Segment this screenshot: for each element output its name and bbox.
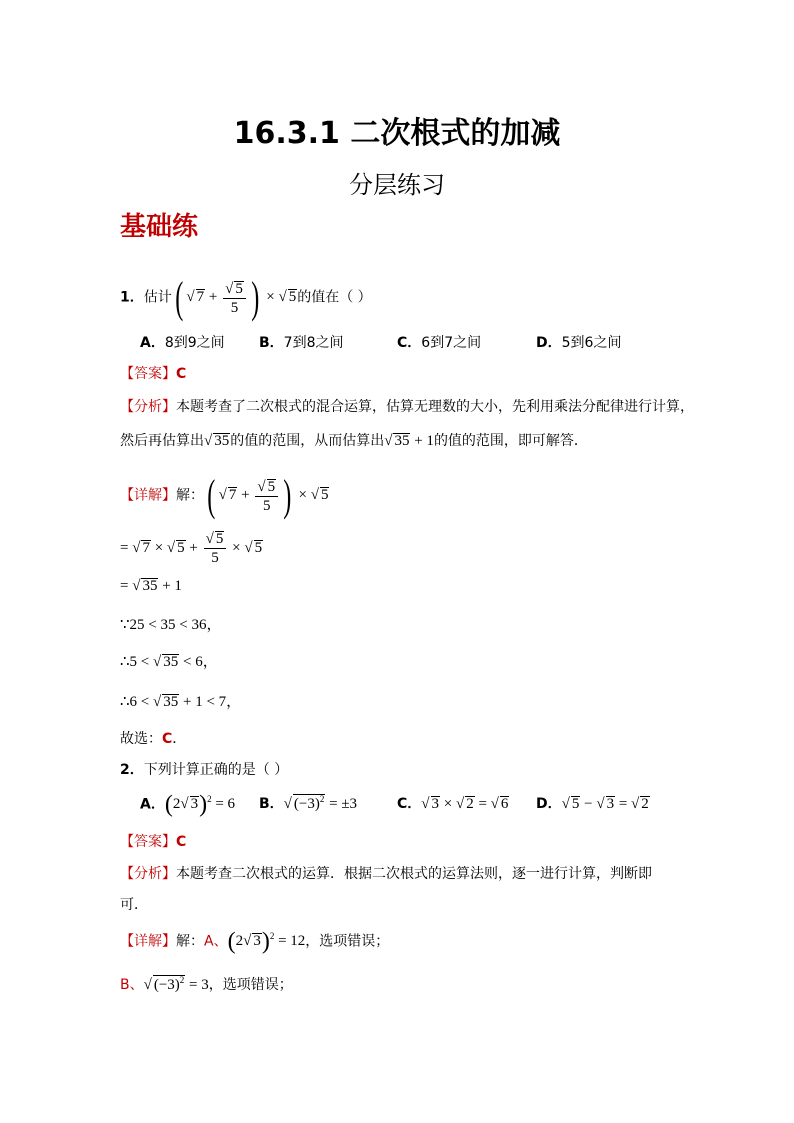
q1-step-2: = √ 35 + 1	[120, 578, 182, 594]
q2-option-c: C．√ 3 × √ 2 = √ 6	[397, 796, 509, 812]
q1-conclusion: 故选：C．	[120, 731, 187, 747]
q1-option-c: C．6到7之间	[397, 335, 482, 351]
q2-stem: 2．下列计算正确的是（ ）	[120, 762, 289, 778]
q2-answer: 【答案】C	[120, 834, 187, 850]
q1-step-3: ∵25 < 35 < 36，	[120, 617, 222, 633]
q1-option-b: B．7到8之间	[259, 335, 344, 351]
q1-analysis-line1: 【分析】本题考查了二次根式的混合运算，估算无理数的大小，先利用乘法分配律进行计算，	[120, 399, 694, 415]
q2-option-b: B．√ $(-3)^2 = \pm 3$	[259, 794, 358, 812]
q2-analysis-line1: 【分析】本题考查二次根式的运算．根据二次根式的运算法则，逐一进行计算，判断即	[120, 866, 652, 882]
page-title: 16.3.1 二次根式的加减	[233, 116, 561, 151]
q1-option-a: A．8到9之间	[140, 335, 225, 351]
q2-option-a: A．(2√ 3)$^2$ = 6	[140, 792, 236, 818]
q1-step-1: = √ 7 × √ 5 + $\frac{√ 5}{5}$ × √ 5	[120, 531, 263, 566]
section-heading: 基础练	[120, 212, 199, 242]
q1-step-4: ∴5 < √ 35 < 6，	[120, 654, 218, 670]
page-subtitle: 分层练习	[349, 171, 445, 199]
q2-analysis-line2: 可．	[120, 897, 148, 913]
q1-expression: ( √ 7 + $\frac{√ 5}{5}$ ) × √ 5	[175, 273, 297, 322]
q2-detail-b: B、√ $(-3)^2 = 3$，选项错误；	[120, 975, 293, 993]
q2-option-d: D．√ 5 − √ 3 = √ 2	[536, 796, 649, 812]
q1-stem: 1．估计( √ 7 + $\frac{√ 5}{5}$ ) × √ 5的值在（ ）	[120, 273, 372, 322]
q1-option-d: D．5到6之间	[536, 335, 622, 351]
q1-answer: 【答案】C	[120, 366, 187, 382]
q1-detail: 【详解】解：( √ 7 + $\frac{√ 5}{5}$ ) × √ 5	[120, 471, 329, 520]
q1-analysis-line2: 然后再估算出√ 35的值的范围，从而估算出√ 35 + 1的值的范围，即可解答．	[120, 433, 588, 449]
q1-step-5: ∴6 < √ 35 + 1 < 7，	[120, 694, 242, 710]
q2-detail-a: 【详解】解：A、(2√ 3)$^2$ = 12，选项错误；	[120, 929, 390, 955]
